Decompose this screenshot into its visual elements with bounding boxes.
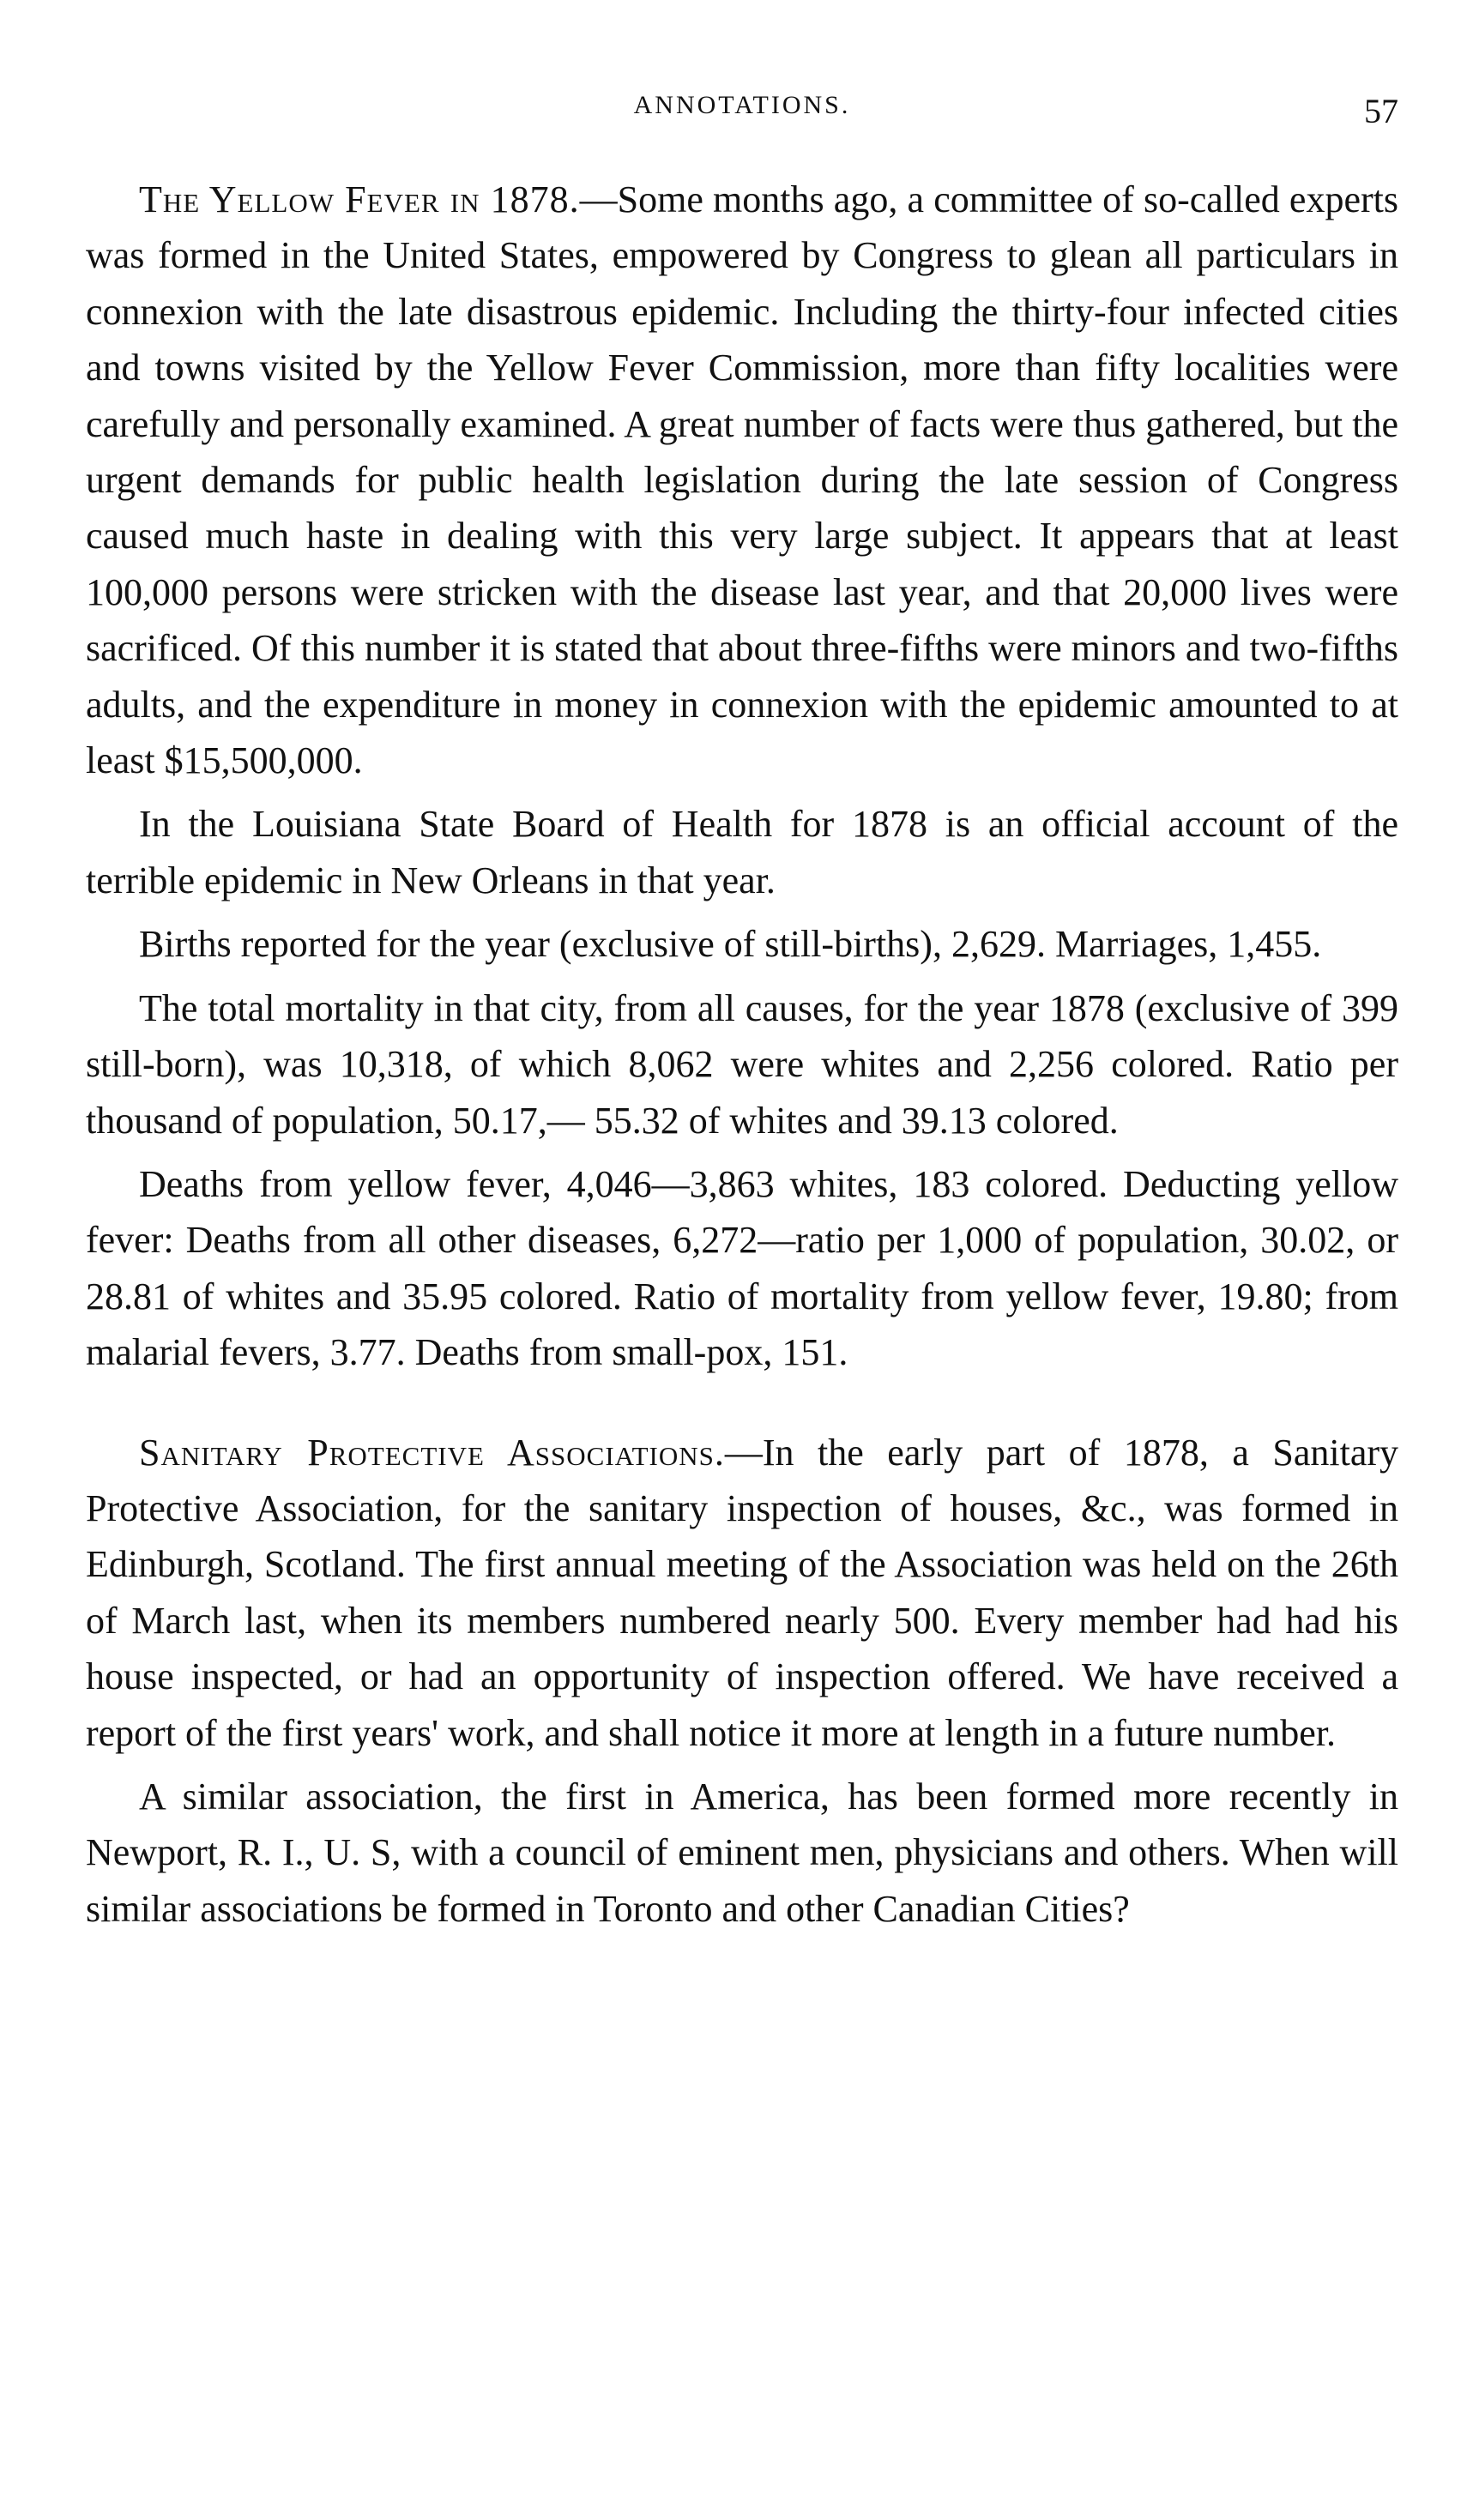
running-title: ANNOTATIONS. [633,91,851,119]
sanitary-section [86,1425,1398,1938]
yellow-fever-section [86,172,1398,1381]
running-head [86,91,1398,142]
sanitary-intro-text: —In the early part of 1878, a Sanitary Protective Association, for the sanitary inspection of houses, &c., was formed in Edinburgh, Scotland. The first annual meeting of the Association was held on the 26th of March last, when its members numbered nearly 500. Every member had had his house inspected, or had an opportunity of inspection offered. We have received a report of the first years' work, and shall notice it more at length in a future number. [86,1431,1398,1754]
yellow-fever-heading: The Yellow Fever in 1878. [139,178,580,220]
section-divider-space [86,1389,1398,1425]
text-block [86,172,1398,1944]
page-number: 57 [1364,92,1398,130]
louisiana-report-paragraph: In the Louisiana State Board of Health for 1878 is an official account of the terrible epidemic in New Orleans in that year. [86,803,1398,901]
sanitary-intro-paragraph [86,1425,1398,1761]
mortality-paragraph: The total mortality in that city, from all causes, for the year 1878 (exclusive of 399 still-born), was 10,318, of which 8,062 were whites and 2,256 colored. Ratio per thousand of population, 50.17,— 55.32 of whites and 39.13 colored. [86,986,1398,1142]
yellow-fever-intro-paragraph [86,172,1398,788]
births-paragraph: Births reported for the year (exclusive of still-births), 2,629. Marriages, 1,455. [139,923,1322,966]
yellow-fever-intro-text: —Some months ago, a committee of so-called experts was formed in the United States, empowered by Congress to glean all particulars in connexion with the late disastrous epidemic. Including the thirty-four infected cities and towns visited by the Yellow Fever Commission, more than fifty localities were carefully and personally examined. A great number of facts were thus gathered, but the urgent demands for public health legislation during the late session of Congress caused much haste in dealing with this very large subject. It appears that at least 100,000 persons were stricken with the disease last year, and that 20,000 lives were sacrificed. Of this number it is stated that about three-fifths were minors and two-fifths adults, and the expenditure in money in connexion with the epidemic amounted to at least $15,500,000. [86,178,1398,782]
sanitary-heading: Sanitary Protective Associations. [139,1431,725,1474]
yellow-fever-deaths-paragraph: Deaths from yellow fever, 4,046—3,863 whites, 183 colored. Deducting yellow fever: Deaths from all other diseases, 6,272—ratio per 1,000 of population, 30.02, or 28.81 of whites and 35.95 colored. Ratio of mortality from yellow fever, 19.80; from malarial fevers, 3.77. Deaths from small-pox, 151. [86,1162,1398,1374]
newport-association-paragraph: A similar association, the first in America, has been formed more recently in Newport, R. I., U. S, with a council of eminent men, physicians and others. When will similar associations be formed in Toronto and other Canadian Cities? [86,1775,1398,1930]
